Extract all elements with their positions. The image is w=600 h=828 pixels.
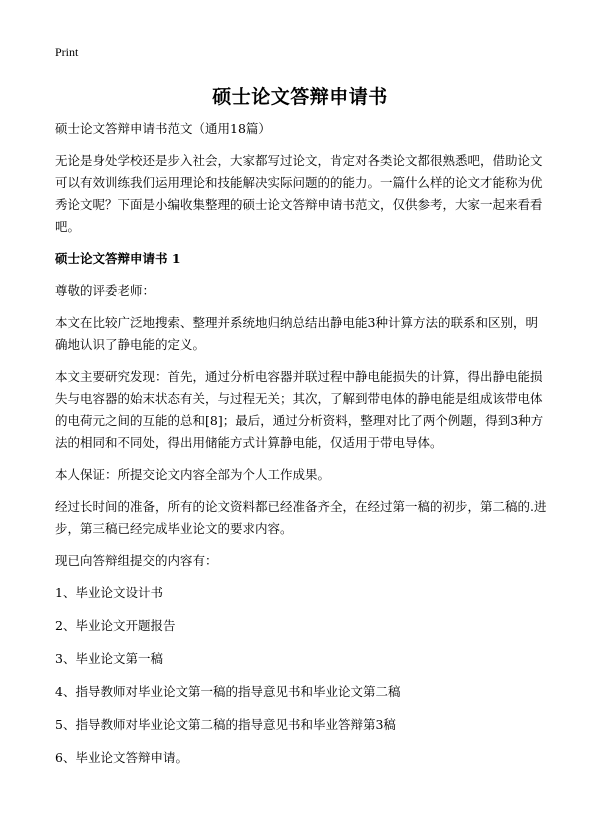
- print-label: Print: [55, 45, 79, 59]
- section-heading: 硕士论文答辩申请书 1: [55, 251, 181, 266]
- document-body: [55, 118, 550, 780]
- paragraph-3: 本人保证：所提交论文内容全部为个人工作成果。: [55, 467, 331, 482]
- paragraph-2: 本文主要研究发现：首先，通过分析电容器并联过程中静电能损失的计算，得出静电能损失与电容器的始末状态有关，与过程无关；其次，了解到带电体的静电能是组成该带电体的电荷元之间的互能的总和[8]；最后，通过分析资料，整理对比了两个例题，得到3种方法的相同和不同处，得出用储能方式计算静电能，仅适用于带电导体。: [55, 369, 544, 450]
- salutation: 尊敬的评委老师：: [55, 283, 156, 298]
- document-subtitle: 硕士论文答辩申请书范文（通用18篇）: [55, 121, 271, 136]
- paragraph-1: 本文在比较广泛地搜索、整理并系统地归纳总结出静电能3种计算方法的联系和区别，明确地认识了静电能的定义。: [55, 315, 538, 352]
- intro-paragraph: 无论是身处学校还是步入社会，大家都写过论文，肯定对各类论文都很熟悉吧，借助论文可以有效训练我们运用理论和技能解决实际问题的的能力。一篇什么样的论文才能称为优秀论文呢？下面是小编收集整理的硕士论文答辩申请书范文，仅供参考，大家一起来看看吧。: [55, 153, 543, 234]
- list-item: 4、指导教师对毕业论文第一稿的指导意见书和毕业论文第二稿: [55, 684, 401, 699]
- list-item: 6、毕业论文答辩申请。: [55, 750, 188, 765]
- paragraph-5: 现已向答辩组提交的内容有：: [55, 553, 218, 568]
- list-item: 2、毕业论文开题报告: [55, 618, 176, 633]
- list-item: 1、毕业论文设计书: [55, 585, 163, 600]
- list-item: 5、指导教师对毕业论文第二稿的指导意见书和毕业答辩第3稿: [55, 717, 396, 732]
- paragraph-4: 经过长时间的准备，所有的论文资料都已经准备齐全，在经过第一稿的初步，第二稿的.进步，第三稿已经完成毕业论文的要求内容。: [55, 499, 547, 536]
- document-title: 硕士论文答辩申请书: [212, 86, 388, 108]
- list-item: 3、毕业论文第一稿: [55, 651, 163, 666]
